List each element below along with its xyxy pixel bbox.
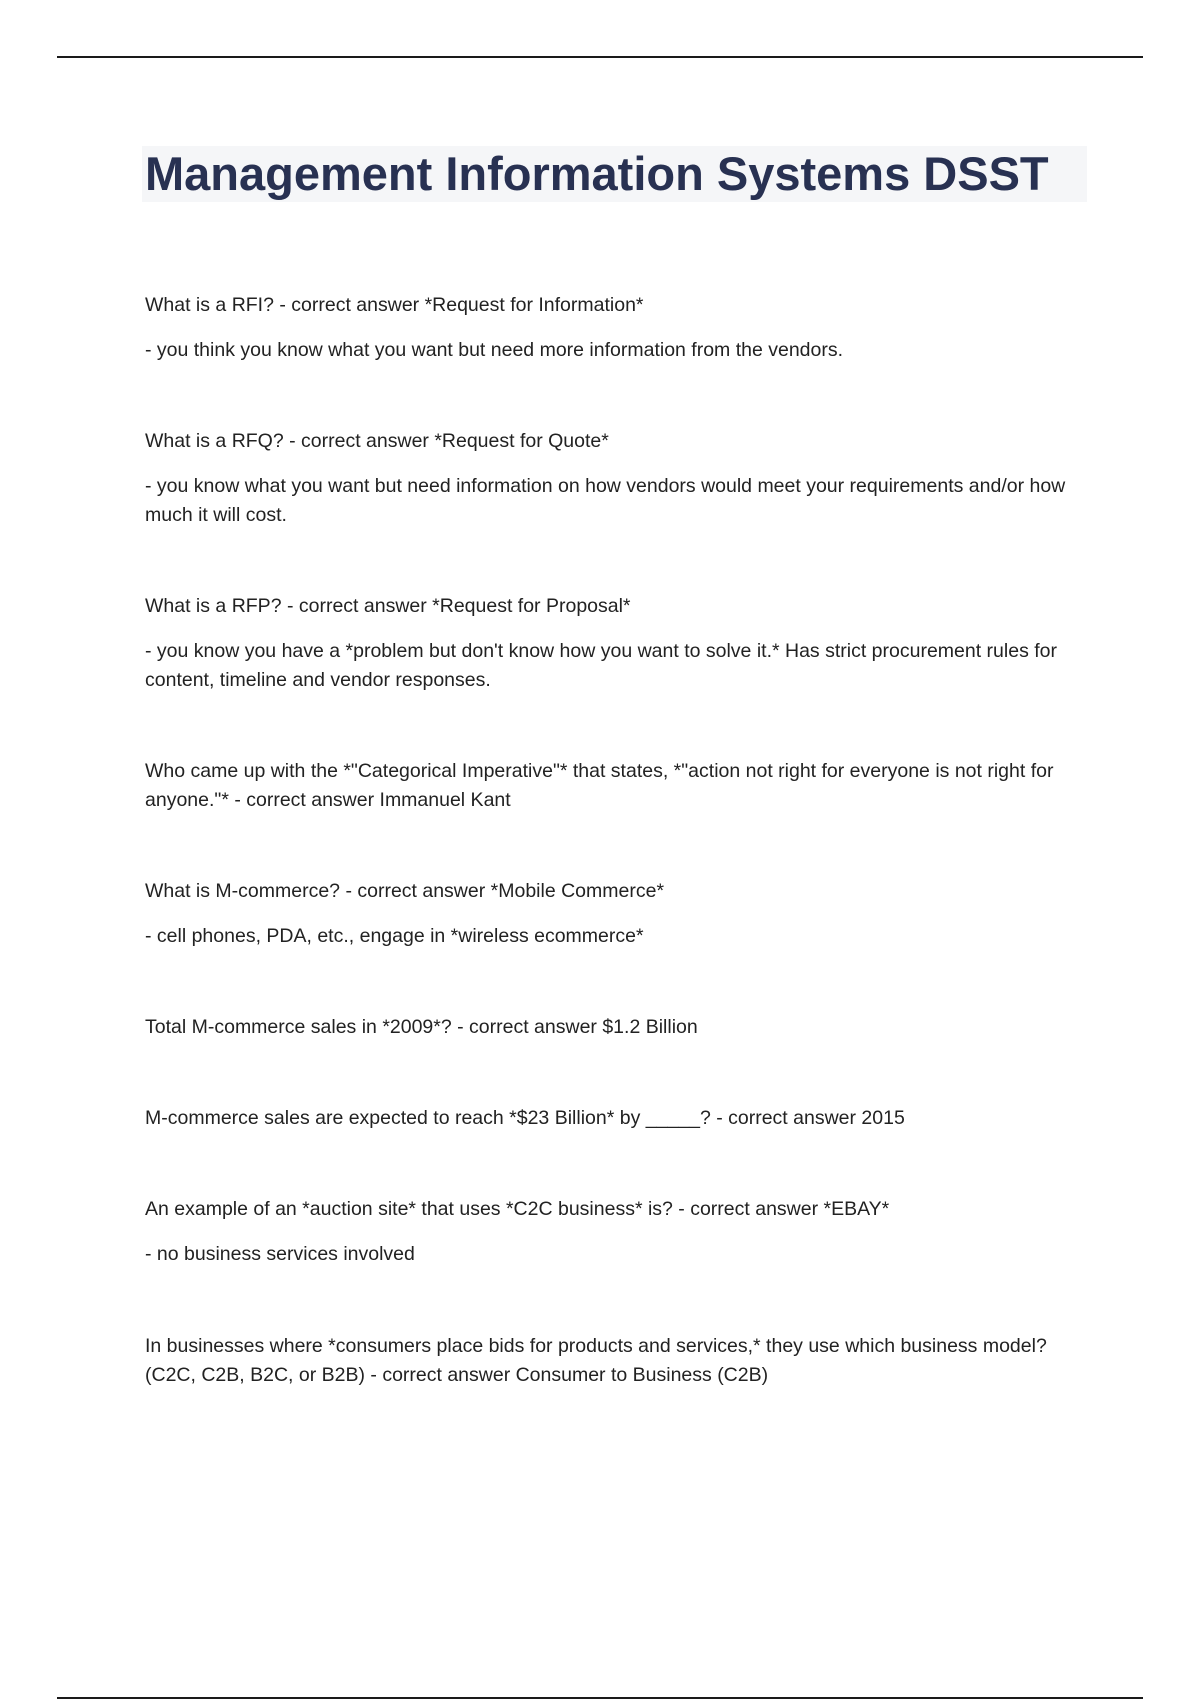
qa-question: What is a RFP? - correct answer *Request for Proposal* (145, 595, 631, 617)
qa-question: In businesses where *consumers place bids for products and services,* they use which business model? (C2C, C2B, B2C, or B2B) - correct answer Consumer to Business (C2B) (145, 1335, 1047, 1386)
qa-question: M-commerce sales are expected to reach *$23 Billion* by _____? - correct answer 2015 (145, 1107, 905, 1129)
qa-question: Total M-commerce sales in *2009*? - correct answer $1.2 Billion (145, 1016, 698, 1038)
qa-item-auction-site (145, 1195, 1090, 1269)
qa-question: Who came up with the *"Categorical Imperative"* that states, *"action not right for everyone is not right for anyone."* - correct answer Immanuel Kant (145, 760, 1054, 811)
qa-item-mcommerce (145, 877, 1090, 951)
qa-item-business-model (145, 1332, 1090, 1390)
qa-item-sales-2009 (145, 1013, 1090, 1042)
qa-question: An example of an *auction site* that uses *C2C business* is? - correct answer *EBAY* (145, 1198, 890, 1220)
qa-detail: - cell phones, PDA, etc., engage in *wireless ecommerce* (145, 925, 644, 947)
qa-item-rfq (145, 427, 1090, 530)
qa-question: What is a RFQ? - correct answer *Request for Quote* (145, 430, 609, 452)
title-highlight (142, 146, 1087, 202)
qa-question: What is M-commerce? - correct answer *Mobile Commerce* (145, 880, 665, 902)
qa-question: What is a RFI? - correct answer *Request for Information* (145, 294, 644, 316)
qa-item-sales-forecast (145, 1104, 1090, 1133)
qa-detail: - you know what you want but need information on how vendors would meet your requirements and/or how much it will cost. (145, 475, 1066, 526)
document-title: Management Information Systems DSST (145, 147, 1049, 200)
qa-detail: - you think you know what you want but need more information from the vendors. (145, 339, 844, 361)
qa-detail: - you know you have a *problem but don't know how you want to solve it.* Has strict procurement rules for content, timeline and vendor responses. (145, 640, 1057, 691)
qa-item-rfi (145, 291, 1090, 365)
qa-item-rfp (145, 592, 1090, 695)
qa-item-kant (145, 757, 1090, 815)
bottom-rule (57, 1697, 1143, 1699)
qa-detail: - no business services involved (145, 1243, 415, 1265)
top-rule (57, 56, 1143, 58)
